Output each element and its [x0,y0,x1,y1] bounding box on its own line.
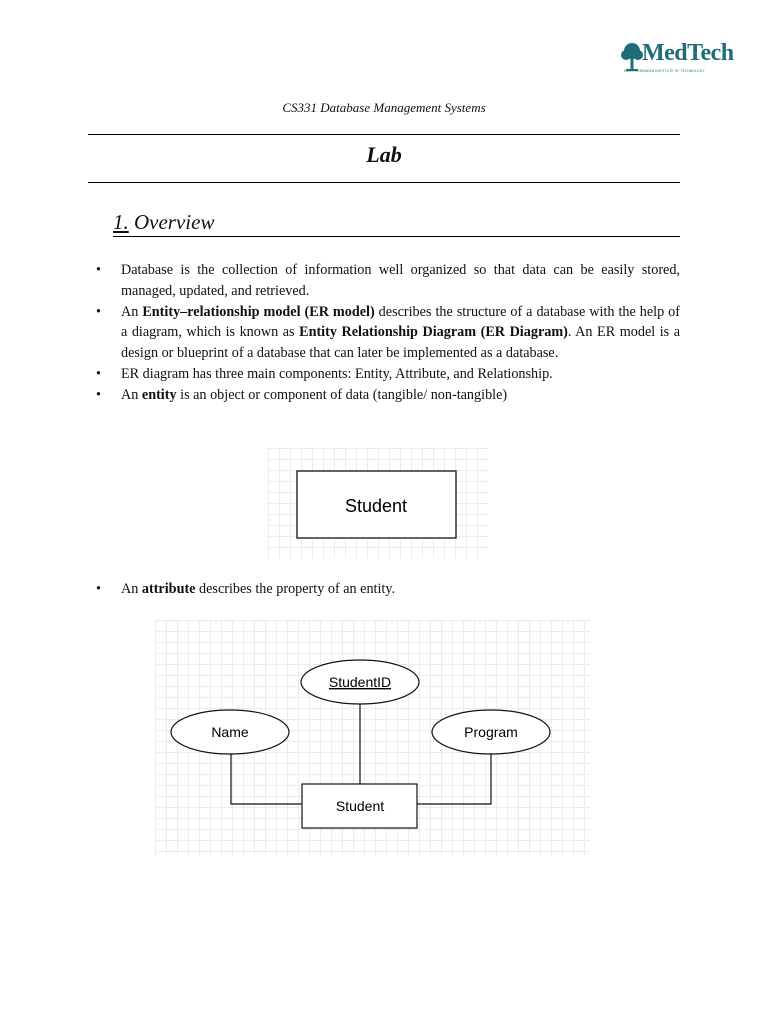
connector-name [231,753,302,804]
section-heading [113,210,680,237]
logo-text: MedTech [642,40,734,66]
attribute-list [94,579,680,600]
course-title: CS331 Database Management Systems [282,100,486,115]
medtech-logo [620,40,754,82]
list-item: • Database is the collection of information well organized so that data can be easily stored, managed, updated, and retrieved. [94,260,680,302]
page-title: Lab [366,142,402,167]
list-item: • An attribute describes the property of an entity. [94,579,680,600]
list-item: • ER diagram has three main components: Entity, Attribute, and Relationship. [94,364,680,385]
attribute-label-program: Program [464,724,518,740]
bottom-rule [88,182,680,183]
entity-label: Student [335,798,385,814]
attribute-label-name: Name [211,724,249,740]
attribute-label-studentid: StudentID [328,674,392,690]
logo-subtitle: MEDITERRANEAN INSTITUTE OF TECHNOLOGY [624,69,705,73]
entity-diagram [268,448,488,558]
section-title: Overview [134,210,215,234]
attribute-diagram [155,620,590,855]
overview-list [94,260,680,406]
entity-label: Student [344,496,408,516]
list-item: • An entity is an object or component of data (tangible/ non-tangible) [94,385,680,406]
tree-icon [620,42,644,72]
connector-program [417,753,491,804]
list-item: • An Entity–relationship model (ER model) describes the structure of a database with the help of a diagram, which is known as Entity Relationship Diagram (ER Diagram). An ER model is a design or blueprint of a database that can later be implemented as a database. [94,302,680,364]
section-number: 1. [113,210,129,234]
top-rule [88,134,680,135]
